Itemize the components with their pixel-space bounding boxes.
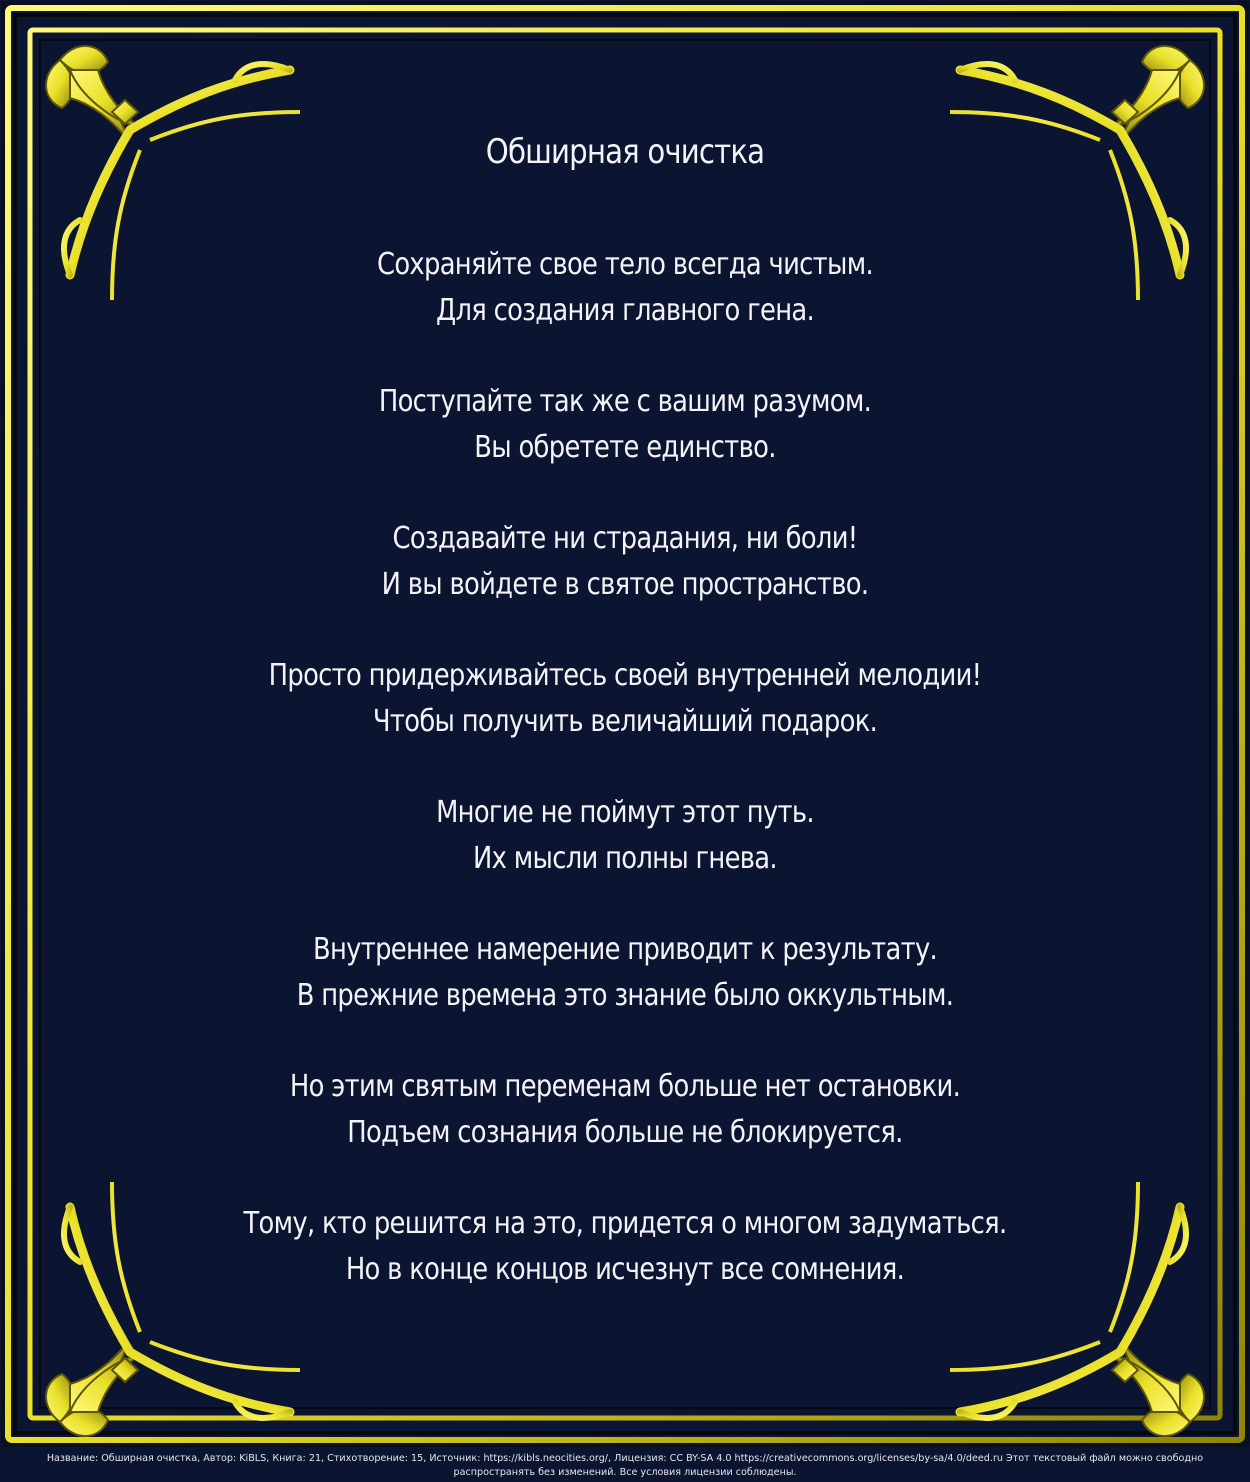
poem-line: Создавайте ни страдания, ни боли!: [392, 521, 858, 556]
stanza-6: [100, 927, 1150, 1019]
poem-line: Сохраняйте свое тело всегда чистым.: [376, 247, 873, 282]
poem-line: Внутреннее намерение приводит к результату.: [312, 932, 938, 967]
poem-line: Чтобы получить величайший подарок.: [372, 704, 878, 739]
poem-line: Но этим святым переменам больше нет остановки.: [289, 1069, 961, 1104]
poem-line: Но в конце концов исчезнут все сомнения.: [345, 1252, 905, 1287]
poem-line: В прежние времена это знание было оккультным.: [296, 978, 954, 1013]
poem-title: Обширная очистка: [485, 132, 765, 172]
license-footer: [0, 1452, 1250, 1480]
poem-line: Поступайте так же с вашим разумом.: [378, 384, 872, 419]
poem-line: Для создания главного гена.: [435, 293, 815, 328]
poem-line: Подъем сознания больше не блокируется.: [347, 1115, 903, 1150]
poem-line: Многие не поймут этот путь.: [436, 795, 814, 830]
stanza-4: [100, 653, 1150, 745]
poem-line: Просто придерживайтесь своей внутренней мелодии!: [268, 658, 982, 693]
footer-line-1: Название: Обширная очистка, Автор: KiBLS, Книга: 21, Стихотворение: 15, Источник: https://kibls.neocities.org/, Лицензия: CC BY-SA 4.0 https://creativecommons.org/licenses/by-sa/4.0/deed.ru Этот текстовый файл можно свободно: [46, 1453, 1204, 1464]
stanza-7: [100, 1064, 1150, 1156]
stanza-3: [100, 516, 1150, 608]
stanza-8: [100, 1201, 1150, 1293]
stanza-2: [100, 379, 1150, 471]
stanza-1: [100, 242, 1150, 334]
poem-line: Их мысли полны гнева.: [473, 841, 777, 876]
stanza-5: [100, 790, 1150, 882]
poem-body: [100, 120, 1150, 1338]
footer-line-2: распространять без изменений. Все условия лицензии соблюдены.: [453, 1467, 797, 1478]
poem-line: Вы обретете единство.: [474, 430, 776, 465]
poem-line: И вы войдете в святое пространство.: [381, 567, 869, 602]
poem-line: Тому, кто решится на это, придется о многом задуматься.: [243, 1206, 1007, 1241]
